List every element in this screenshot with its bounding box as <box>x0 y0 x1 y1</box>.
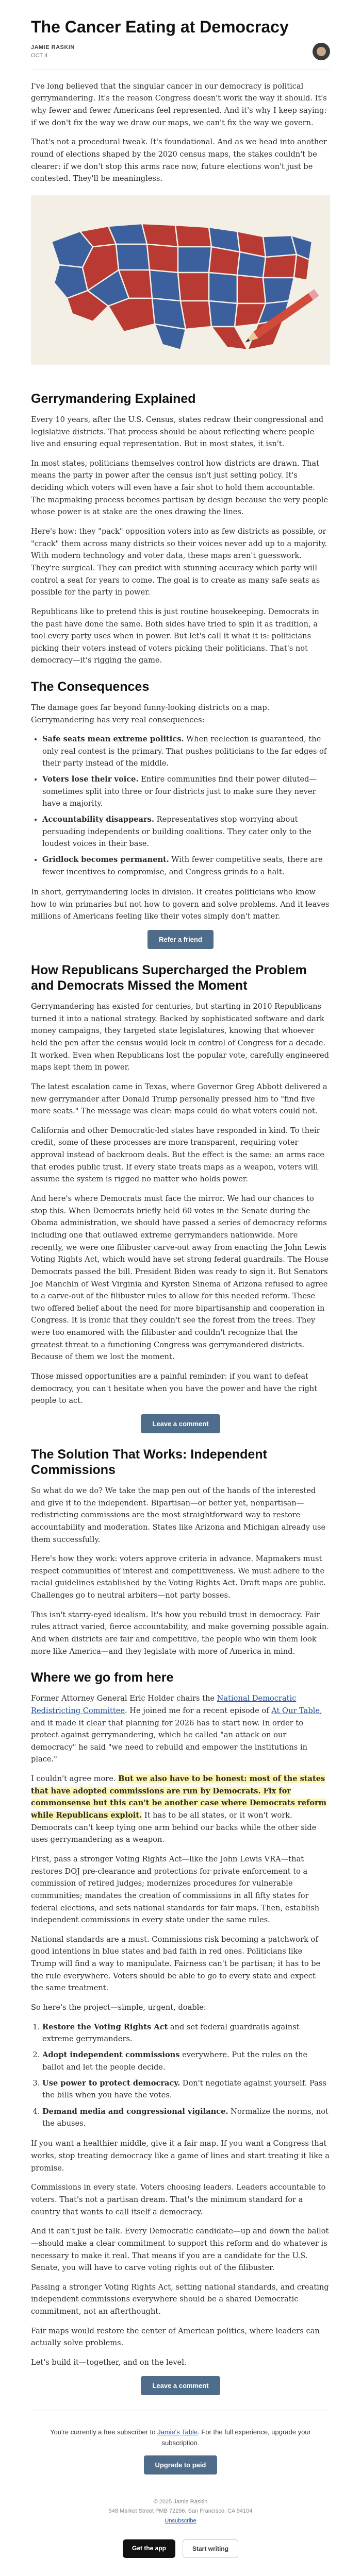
project-steps-list <box>42 2021 330 2130</box>
body-paragraph: Commissions in every state. Voters choosing leaders. Leaders accountable to voters. That's not a partisan dream. That's the minimum standard for a country that wants to call itself a democracy. <box>31 2183 326 2216</box>
upgrade-button[interactable]: Upgrade to paid <box>144 2455 218 2475</box>
body-paragraph: Here's how they work: voters approve criteria in advance. Mapmakers must respect communities of interest and competitiveness. We must adhere to the racial guidelines established by the Voting Rights Act. Draft maps are public. Challenges go to neutral arbiters—not party bosses. <box>31 1554 326 1600</box>
list-item: • Voters lose their voice. Entire communities find their power diluted—sometimes split into three or four districts just to make sure they never have a majority. <box>42 773 330 809</box>
body-paragraph: California and other Democratic-led states have responded in kind. To their credit, some of these processes are more transparent, requiring voter approval instead of backroom deals. But the effect is the same: an arms race that erodes public trust. If every state treats maps as a weapon, voters will assume the system is rigged no matter who holds power. <box>31 1126 325 1184</box>
article-title: The Cancer Eating at Democracy <box>31 18 289 36</box>
body-paragraph: In most states, politicians themselves control how districts are drawn. That means the party in power after the census isn't just setting policy. It's deciding which voters will even have a fair shot to hold them accountable. The mapmaking process becomes partisan by design because the very people whose power is at stake are the ones drawing the lines. <box>31 459 329 517</box>
byline <box>31 43 330 60</box>
body-paragraph: Passing a stronger Voting Rights Act, setting national standards, and creating independent commissions everywhere should be a shared Democratic commitment, not an afterthought. <box>31 2282 329 2316</box>
body-paragraph: Former Attorney General Eric Holder chairs the National Democratic Redistricting Committee. He joined me for a recent episode of At Our Table, and it made it clear that planning for 2026 has to start now. In order to protect against gerrymandering, which he called "an attack on our democracy" he said "we need to rebuild and empower the institutions in place." <box>31 1694 322 1764</box>
start-writing-button[interactable]: Start writing <box>183 2539 238 2558</box>
body-paragraph: Every 10 years, after the U.S. Census, states redraw their congressional and legislative districts. That process should be about reflecting where people live and ensuring equal representation. But in most states, it isn't. <box>31 415 324 449</box>
body-paragraph: And here's where Democrats must face the mirror. We had our chances to stop this. When Democrats briefly held 60 votes in the Senate during the Obama administration, we should have passed a series of democracy reforms including one that outlawed extreme gerrymanders nationwide. More recently, we were one filibuster carve-out away from enacting the John Lewis Voting Rights Act, which would have set strong federal guardrails. The House Democrats passed the bill. President Biden was ready to sign it. But Senators Joe Manchin of West Virginia and Kyrsten Sinema of Arizona refused to agree to a carve-out of the filibuster rules to allow for this needed reform. These two offered belief about the need for more bipartisanship and cooperation in Congress. It is ironic that they couldn't see the forest from the trees. They were too enamored with the filibuster and couldn't recognize that the greatest threat to a functioning Congress was gerrymandered districts. Because of them we lost the moment. <box>31 1194 329 1362</box>
footer <box>31 2484 330 2531</box>
section-heading: How Republicans Supercharged the Problem and Democrats Missed the Moment <box>31 963 307 993</box>
body-paragraph: Republicans like to pretend this is just routine housekeeping. Democrats in the past have done the same. Both sides have tried to spin it as tradition, a tool every party uses when in power. But let's call it what it is: politicians picking their voters instead of voters picking their politicians. That's not democracy—it's rigging the game. <box>31 607 319 665</box>
list-item: 3. Use power to protect democracy. Don't negotiate against yourself. Pass the bills when you have the votes. <box>42 2077 330 2102</box>
subscription-banner <box>31 2411 330 2484</box>
gerrymandering-map-illustration <box>31 195 330 365</box>
highlighted-text: But we also have to be honest: most of the states that have adopted commissions are run by Democrats. Fix for commonsense but this can't be another case where Democrats reform while Republicans exploit. <box>31 1774 327 1820</box>
author-name[interactable]: JAMIE RASKIN <box>31 44 75 50</box>
body-paragraph: The damage goes far beyond funny-looking districts on a map. Gerrymandering has very real consequences: <box>31 703 270 724</box>
body-paragraph: National standards are a must. Commissions risk becoming a patchwork of good intentions in blue states and bad faith in red ones. Politicians like Trump will find a way to manipulate. Fairness can't be partisan; it has to be the rule everywhere. Voters should be able to go to every state and expect the same treatment. <box>31 1935 321 1993</box>
avatar[interactable] <box>313 43 330 60</box>
publication-link[interactable]: Jamie's Table <box>157 2428 198 2436</box>
section-heading: Gerrymandering Explained <box>31 391 196 406</box>
body-paragraph: And it can't just be talk. Every Democratic candidate—up and down the ballot—should make a clear commitment to support this reform and do whatever is necessary to make it real. That means if you are a candidate for the U.S. Senate, you will have to carve voting rights out of the filibuster. <box>31 2227 329 2273</box>
body-paragraph: Gerrymandering has existed for centuries, but starting in 2010 Republicans turned it into a national strategy. Backed by sophisticated software and dark money campaigns, they targeted state legislatures, knowing that whoever held the pen after the census would lock in control of Congress for a decade. It worked. Even when Republicans lost the popular vote, carefully engineered maps kept them in power. <box>31 1002 330 1072</box>
ndrc-link[interactable]: National Democratic Redistricting Committee <box>31 1694 297 1715</box>
list-item: • Safe seats mean extreme politics. When reelection is guaranteed, the only real contest is the primary. That pushes politicians to the far edges of their party instead of the middle. <box>42 733 330 769</box>
unsubscribe-link[interactable]: Unsubscribe <box>165 2518 196 2524</box>
subscription-text: You're currently a free subscriber to Jamie's Table. For the full experience, upgrade your subscription. <box>50 2428 311 2447</box>
section-heading: The Consequences <box>31 680 150 694</box>
list-item: 1. Restore the Voting Rights Act and set federal guardrails against extreme gerrymanders. <box>42 2021 330 2045</box>
list-item: • Gridlock becomes permanent. With fewer competitive seats, there are fewer incentives to compromise, and Congress grinds to a halt. <box>42 854 330 878</box>
intro-paragraph: I've long believed that the singular cancer in our democracy is political gerrymandering. It's the reason Congress doesn't work the way it should. It's why fewer and fewer Americans feel represented. And it's why I keep saying: if we don't fix the way we draw our maps, we can't fix the way we govern. <box>31 81 327 127</box>
body-paragraph: In short, gerrymandering locks in division. It creates politicians who know how to win primaries but not how to govern and solve problems. And it leaves millions of Americans feeling like their votes simply don't matter. <box>31 888 330 921</box>
body-paragraph: If you want a healthier middle, give it a fair map. If you want a Congress that works, stop treating democracy like a game of lines and start treating it like a promise. <box>31 2139 330 2173</box>
app-bar <box>31 2531 330 2573</box>
refer-friend-button[interactable]: Refer a friend <box>147 930 214 949</box>
body-paragraph: So here's the project—simple, urgent, doable: <box>31 2003 206 2012</box>
list-item: 2. Adopt independent commissions everywhere. Put the rules on the ballot and let the people decide. <box>42 2049 330 2073</box>
copyright: © 2025 Jamie Raskin <box>153 2498 208 2505</box>
consequences-list <box>42 733 330 878</box>
publish-date: OCT 4 <box>31 52 48 59</box>
body-paragraph: I couldn't agree more. But we also have to be honest: most of the states that have adopted commissions are run by Democrats. Fix for commonsense but this can't be another case where Democrats reform while Republicans exploit. It has to be all states, or it won't work. Democrats can't keep tying one arm behind our backs while the other side uses gerrymandering as a weapon. <box>31 1774 327 1844</box>
get-app-button[interactable]: Get the app <box>123 2539 175 2558</box>
body-paragraph: This isn't starry-eyed idealism. It's how you rebuild trust in democracy. Fair rules attract varied, fierce accountability, and make governing possible again. And when districts are fair and competitive, the people who win them look more like America—and they legislate with more of America in mind. <box>31 1610 329 1656</box>
body-paragraph: The latest escalation came in Texas, where Governor Greg Abbott delivered a new gerrymander after Donald Trump personally pressed him to "find five more seats." The message was clear: maps could do what voters could not. <box>31 1082 327 1116</box>
address: 548 Market Street PMB 72296, San Francisco, CA 94104 <box>108 2508 253 2515</box>
body-paragraph: So what do we do? We take the map pen out of the hands of the interested and give it to the independent. Bipartisan—or better yet, nonpartisan—redistricting commissions are the most straightforward way to restore accountability and moderation. States like Arizona and Michigan already use them successfully. <box>31 1486 326 1544</box>
body-paragraph: Let's build it—together, and on the level. <box>31 2358 187 2367</box>
section-heading: Where we go from here <box>31 1670 174 1685</box>
leave-comment-button[interactable]: Leave a comment <box>141 2376 220 2395</box>
leave-comment-button[interactable]: Leave a comment <box>141 1414 220 1433</box>
body-paragraph: Those missed opportunities are a painful reminder: if you want to defeat democracy, you can't hesitate when you have the power and have the right people to act. <box>31 1372 318 1405</box>
body-paragraph: Here's how: they "pack" opposition voters into as few districts as possible, or "crack" them across many districts so their voices never add up to a majority. With modern technology and voter data, these maps aren't guesswork. They're surgical. They can predict with stunning accuracy which party will control a seat for years to come. The goal is to create as many safe seats as possible for the party in power. <box>31 527 327 597</box>
list-item: • Accountability disappears. Representatives stop worrying about persuading independents or building coalitions. They cater only to the loudest voices in their base. <box>42 814 330 850</box>
body-paragraph: First, pass a stronger Voting Rights Act—like the John Lewis VRA—that restores DOJ pre-clearance and protections for private enforcement to a commission of retired judges; modernizes procedures for vulnerable communities; mandates the creation of commissions in all fifty states for federal elections, and sets national standards for fair maps. Then, establish independent commissions in every state under the same rules. <box>31 1854 320 1925</box>
intro-paragraph: That's not a procedural tweak. It's foundational. And as we head into another round of elections shaped by the 2020 census maps, the stakes couldn't be clearer: if we don't stop this arms race now, future elections won't just be contested. They'll be meaningless. <box>31 138 327 183</box>
at-our-table-link[interactable]: At Our Table <box>271 1706 320 1715</box>
list-item: 4. Demand media and congressional vigilance. Normalize the norms, not the abuses. <box>42 2106 330 2130</box>
section-heading: The Solution That Works: Independent Commissions <box>31 1447 267 1477</box>
body-paragraph: Fair maps would restore the center of American politics, where leaders can actually solve problems. <box>31 2326 320 2348</box>
